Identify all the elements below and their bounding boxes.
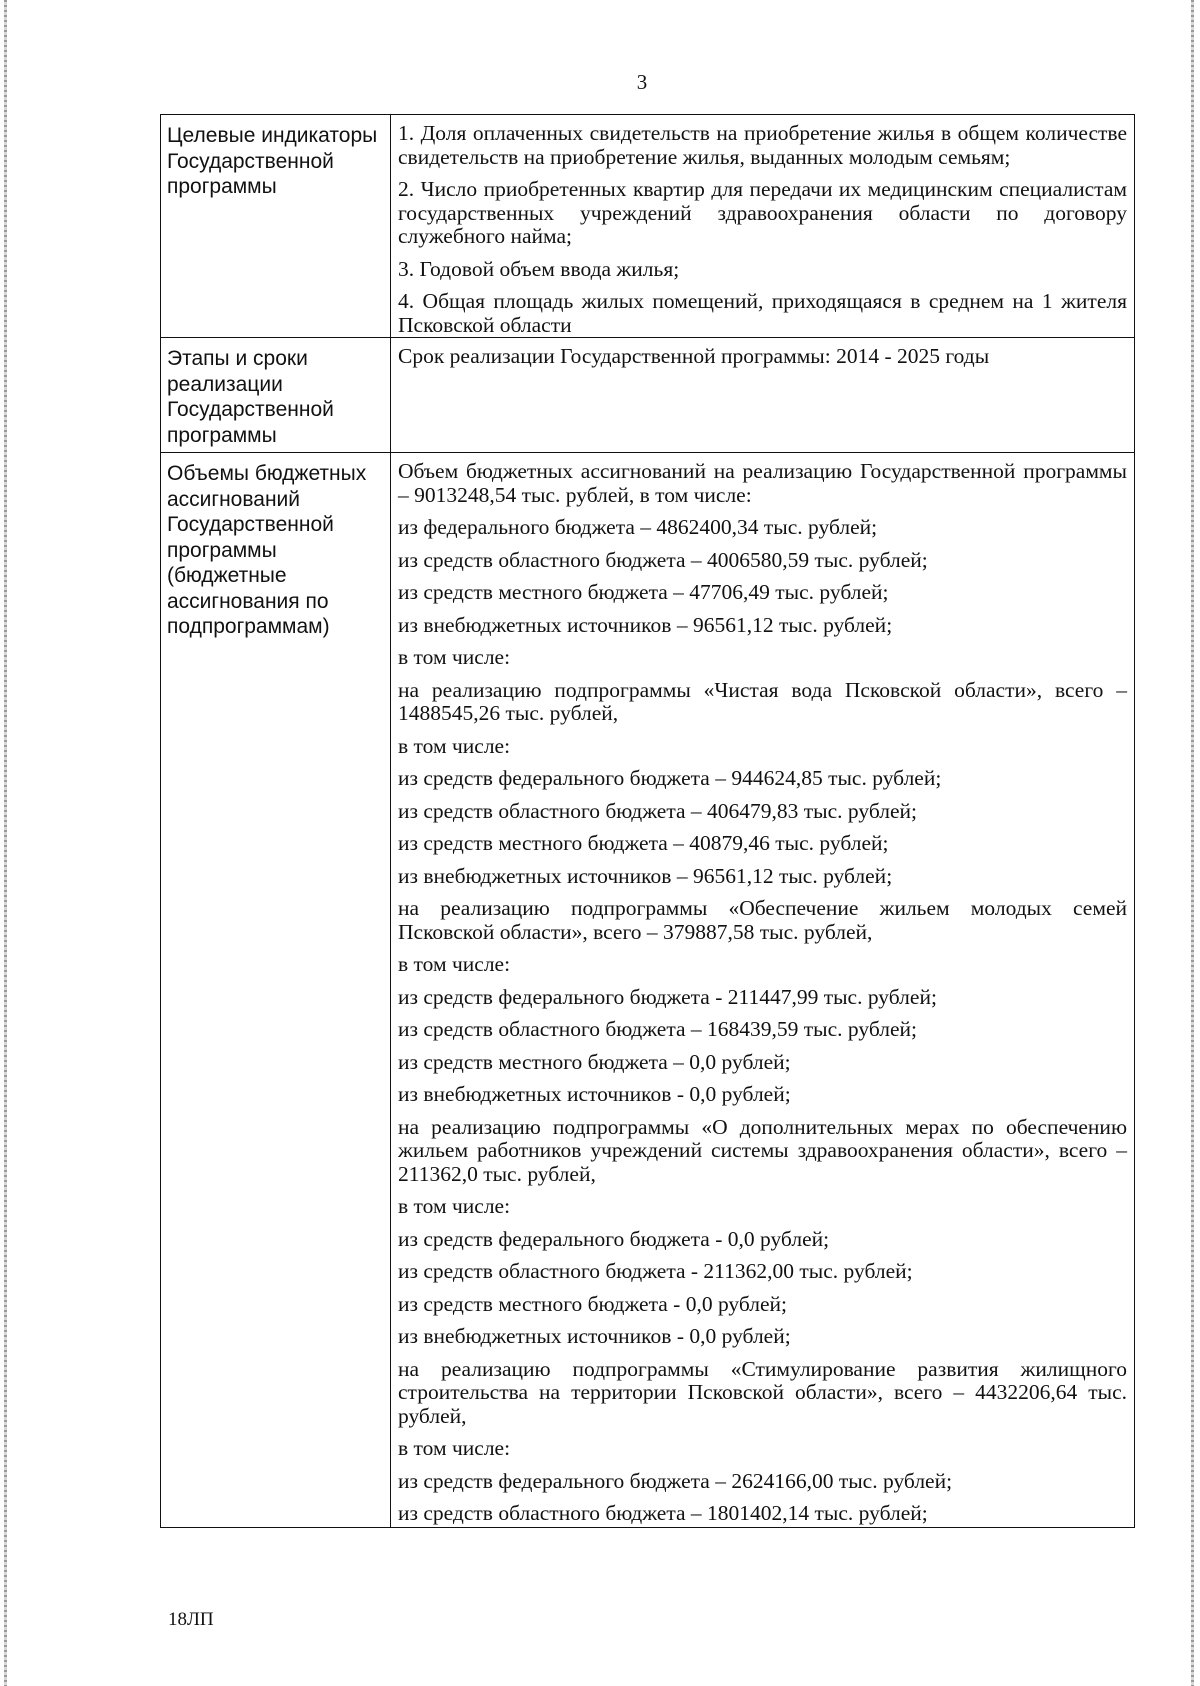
budget-item: из средств областного бюджета – 406479,83 тыс. рублей;: [398, 798, 917, 823]
budget-item: на реализацию подпрограммы «Обеспечение жильем молодых семей Псковской области», всего – 379887,58 тыс. рублей,: [398, 896, 1127, 944]
program-passport-table: [160, 114, 1135, 1528]
budget-item: из средств федерального бюджета - 0,0 рублей;: [398, 1226, 830, 1251]
budget-item: из внебюджетных источников - 0,0 рублей;: [398, 1082, 791, 1106]
budget-item: Объем бюджетных ассигнований на реализацию Государственной программы – 9013248,54 тыс. рублей, в том числе:: [398, 459, 1127, 507]
budget-item: из средств местного бюджета – 0,0 рублей;: [398, 1049, 791, 1074]
budget-item: из средств областного бюджета – 4006580,59 тыс. рублей;: [398, 547, 928, 572]
indicator-item: 3. Годовой объем ввода жилья;: [398, 256, 680, 281]
budget-item: из внебюджетных источников - 0,0 рублей;: [398, 1324, 791, 1348]
budget-item: на реализацию подпрограммы «О дополнительных мерах по обеспечению жильем работников учреждений системы здравоохранения области», всего – 211362,0 тыс. рублей,: [398, 1114, 1127, 1186]
scan-edge-left: [4, 0, 7, 1686]
document-code: 18ЛП: [168, 1609, 214, 1630]
stages-content: [391, 338, 1135, 453]
page-number: 3: [636, 70, 648, 94]
budget-item: из федерального бюджета – 4862400,34 тыс. рублей;: [398, 515, 878, 539]
indicator-item: 2. Число приобретенных квартир для передачи их медицинским специалистам государственных учреждений здравоохранения области по договору служебного найма;: [398, 177, 1127, 248]
budget-item: в том числе:: [398, 1436, 511, 1460]
budget-item: на реализацию подпрограммы «Чистая вода Псковской области», всего – 1488545,26 тыс. рублей,: [398, 677, 1127, 725]
table-row-target-indicators: [161, 115, 1135, 338]
stages-label: Этапы и сроки реализации Государственной программы: [161, 338, 391, 453]
budget-item: в том числе:: [398, 952, 511, 976]
budget-item: в том числе:: [398, 1194, 511, 1218]
budget-item: из средств федерального бюджета - 211447,99 тыс. рублей;: [398, 984, 937, 1009]
budget-item: из средств местного бюджета – 40879,46 тыс. рублей;: [398, 831, 889, 855]
budget-content: [391, 453, 1135, 1528]
budget-item: на реализацию подпрограммы «Стимулирование развития жилищного строительства на территории Псковской области», всего – 4432206,64 тыс. рублей,: [398, 1356, 1127, 1428]
budget-item: из средств федерального бюджета – 2624166,00 тыс. рублей;: [398, 1468, 953, 1493]
indicator-item: 4. Общая площадь жилых помещений, приходящаяся в среднем на 1 жителя Псковской области: [398, 289, 1127, 337]
stages-text: Срок реализации Государственной программы: 2014 - 2025 годы: [398, 344, 990, 368]
budget-label: Объемы бюджетных ассигнований Государственной программы (бюджетные ассигнования по подпрограммам): [161, 453, 391, 1528]
budget-item: в том числе:: [398, 733, 511, 758]
budget-item: из средств областного бюджета - 211362,00 тыс. рублей;: [398, 1259, 913, 1283]
scan-edge-right: [1191, 0, 1194, 1686]
table-row-budget: [161, 453, 1135, 1528]
budget-item: из средств федерального бюджета – 944624,85 тыс. рублей;: [398, 766, 942, 790]
budget-item: из средств местного бюджета – 47706,49 тыс. рублей;: [398, 580, 889, 604]
budget-item: из средств местного бюджета - 0,0 рублей;: [398, 1291, 788, 1316]
budget-item: из внебюджетных источников – 96561,12 тыс. рублей;: [398, 863, 893, 888]
table-row-stages: [161, 338, 1135, 453]
budget-item: в том числе:: [398, 645, 511, 669]
target-indicators-content: [391, 115, 1135, 338]
budget-item: из средств областного бюджета – 1801402,14 тыс. рублей;: [398, 1501, 928, 1525]
indicator-item: 1. Доля оплаченных свидетельств на приобретение жилья в общем количестве свидетельств на приобретение жилья, выданных молодым семьям;: [398, 121, 1127, 169]
target-indicators-label: Целевые индикаторы Государственной программы: [161, 115, 391, 338]
budget-item: из средств областного бюджета – 168439,59 тыс. рублей;: [398, 1017, 917, 1041]
budget-item: из внебюджетных источников – 96561,12 тыс. рублей;: [398, 612, 893, 637]
